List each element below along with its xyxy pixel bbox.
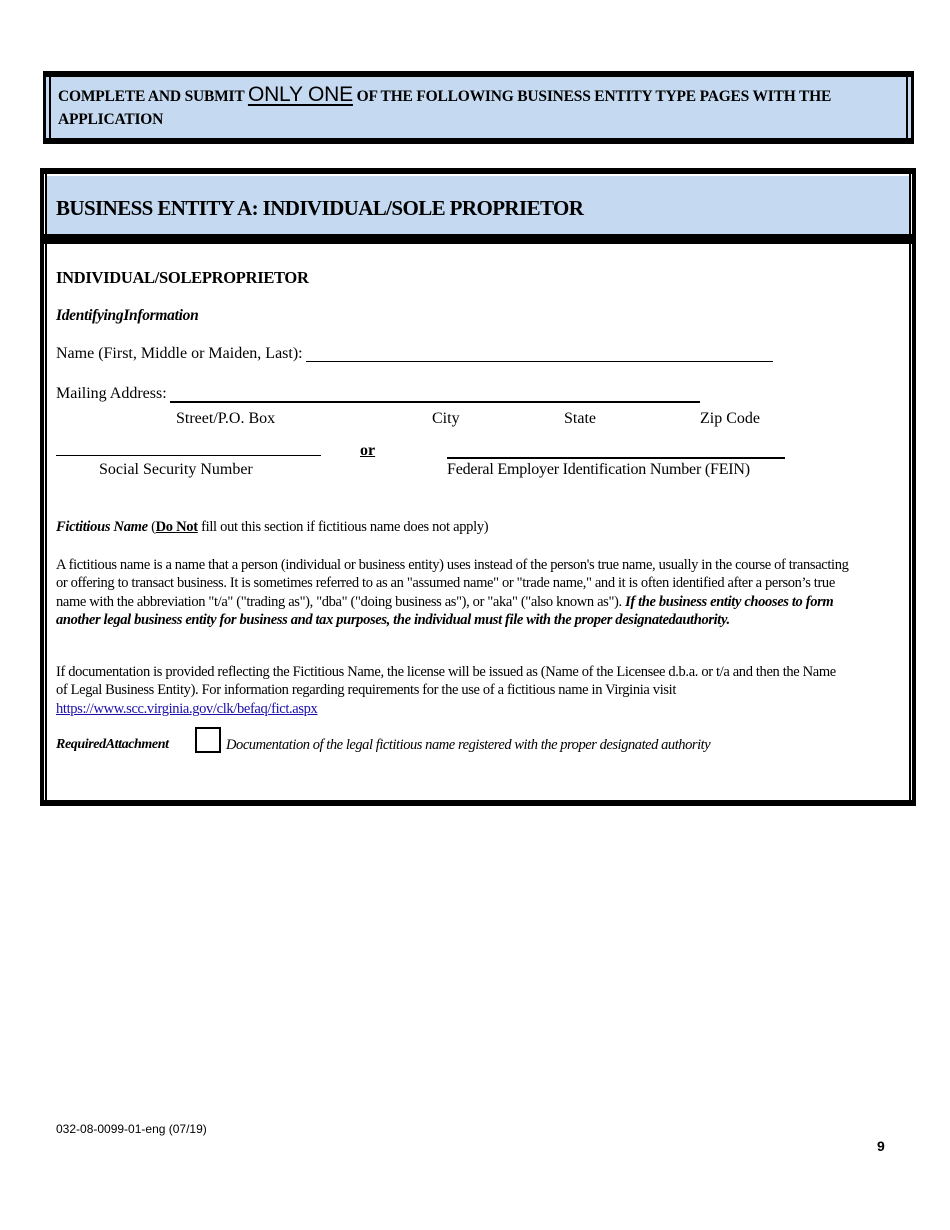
form-code: 032-08-0099-01-eng (07/19) [56, 1122, 207, 1136]
fein-caption: Federal Employer Identification Number (FEIN) [447, 461, 750, 478]
city-caption: City [432, 410, 460, 427]
entity-inner-border-right [909, 168, 911, 806]
fictitious-definition-bold: If the business entity chooses to form another legal business entity for business and tax purposes, the individual must file with the proper designatedauthority. [56, 593, 834, 628]
name-label: Name (First, Middle or Maiden, Last): [56, 345, 303, 362]
attachment-description: Documentation of the legal fictitious name registered with the proper designated authority [226, 737, 711, 753]
banner-emphasis: ONLY ONE [247, 83, 353, 106]
fictitious-definition-paragraph [56, 556, 856, 629]
mailing-address-field-line[interactable] [170, 401, 700, 403]
ssn-caption: Social Security Number [99, 461, 253, 478]
entity-header-divider [44, 234, 912, 244]
documentation-text: If documentation is provided reflecting the Fictitious Name, the license will be issued as (Name of the Licensee d.b.a. or t/a and then the Name of Legal Business Entity). For information regarding requirements for the use of a fictitious name in Virginia visit [56, 664, 836, 699]
entity-title: BUSINESS ENTITY A: INDIVIDUAL/SOLE PROPRIETOR [56, 196, 584, 220]
zip-caption: Zip Code [700, 410, 760, 427]
attachment-checkbox[interactable] [195, 727, 221, 753]
identifying-info-subheading: IdentifyingInformation [56, 307, 199, 324]
banner-prefix: COMPLETE AND SUBMIT [58, 88, 248, 105]
section-heading: INDIVIDUAL/SOLEPROPRIETOR [56, 268, 309, 287]
street-caption: Street/P.O. Box [176, 410, 276, 427]
fictitious-name-label: Fictitious Name [56, 519, 148, 535]
fein-field-line[interactable] [447, 457, 785, 459]
or-label: or [360, 442, 376, 459]
entity-inner-border-left [45, 168, 47, 806]
banner-suffix: OF THE FOLLOWING BUSINESS ENTITY TYPE PAGES WITH THE APPLICATION [58, 88, 832, 128]
banner-text [58, 83, 888, 131]
scc-fictitious-link[interactable]: https://www.scc.virginia.gov/clk/befaq/fict.aspx [56, 700, 318, 717]
fictitious-name-line: Fictitious Name (Do Not fill out this section if fictitious name does not apply) [56, 519, 489, 535]
fictitious-instruction: fill out this section if fictitious name does not apply) [197, 519, 489, 535]
instruction-banner [43, 71, 914, 144]
mailing-address-label: Mailing Address: [56, 385, 167, 402]
required-attachment-label: RequiredAttachment [56, 737, 169, 752]
documentation-paragraph [56, 663, 846, 718]
do-not-text: Do Not [155, 519, 198, 535]
name-field-line[interactable] [306, 361, 773, 362]
fictitious-definition-text: A fictitious name is a name that a person (individual or business entity) uses instead of the person's true name, usually in the course of transacting or offering to transact business. It is sometimes referred to as an "assumed name" or "trade name," and it is often identified after a person’s true name with the abbreviation "t/a" ("trading as"), "dba" ("doing business as"), or "aka" ("also known as"). [56, 557, 849, 610]
state-caption: State [564, 410, 596, 427]
ssn-field-line[interactable] [56, 455, 321, 456]
page-number: 9 [877, 1138, 885, 1154]
